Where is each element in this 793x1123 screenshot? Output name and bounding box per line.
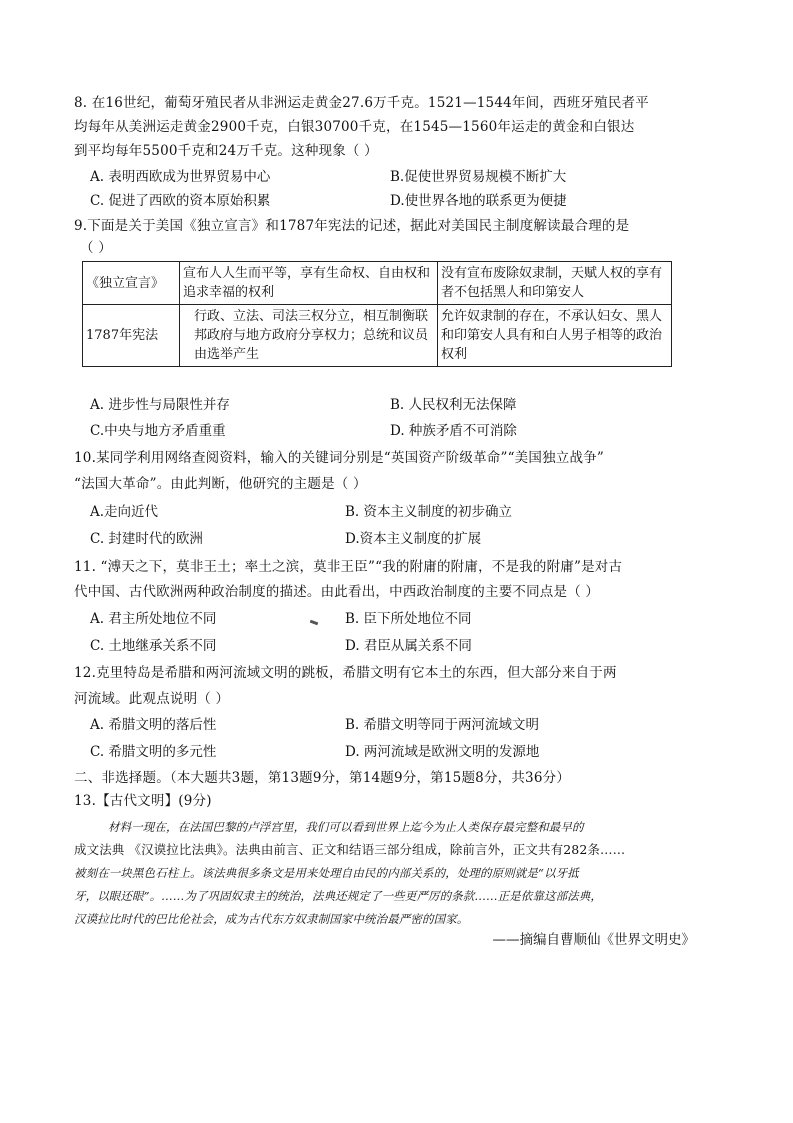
table-cell-content-1: 宣布人人生而平等，享有生命权、自由权和追求幸福的权利 bbox=[180, 262, 438, 305]
q9-stem-line1: 9.下面是关于美国《独立宣言》和1787年宪法的记述，据此对美国民主制度解读最合理的是 bbox=[74, 218, 630, 234]
q10-stem-line1: 10.某同学利用网络查阅资料，输入的关键词分别是“英国资产阶级革命”“美国独立战争” bbox=[74, 450, 604, 466]
q9-option-b[interactable]: B. 人民权利无法保障 bbox=[390, 397, 517, 413]
q13-title: 13.【古代文明】(9分) bbox=[74, 793, 212, 809]
q11-option-d[interactable]: D. 君臣从属关系不同 bbox=[345, 638, 472, 654]
q8-option-a[interactable]: A. 表明西欧成为世界贸易中心 bbox=[90, 169, 271, 185]
q8-stem-line3: 到平均每年5500千克和24万千克。这种现象（ ） bbox=[74, 143, 378, 159]
table-cell-document-1: 《独立宣言》 bbox=[83, 262, 180, 305]
q11-stem-line2: 代中国、古代欧洲两种政治制度的描述。由此看出，中西政治制度的主要不同点是（ ） bbox=[74, 584, 600, 600]
table-row bbox=[83, 262, 672, 305]
q12-option-c[interactable]: C. 希腊文明的多元性 bbox=[90, 744, 217, 760]
q8-option-d[interactable]: D.使世界各地的联系更为便捷 bbox=[390, 193, 567, 209]
q8-option-c[interactable]: C. 促进了西欧的资本原始积累 bbox=[90, 193, 271, 209]
q13-material-source: ——摘编自曹顺仙《世界文明史》 bbox=[492, 932, 695, 948]
q8-stem-line2: 均每年从美洲运走黄金2900千克，白银30700千克，在1545—1560年运走的黄金和白银达 bbox=[74, 119, 635, 135]
q12-stem-line2: 河流域。此观点说明（ ） bbox=[74, 691, 230, 707]
q10-stem-line2: “法国大革命”。由此判断，他研究的主题是（ ） bbox=[74, 476, 367, 492]
q10-option-b[interactable]: B. 资本主义制度的初步确立 bbox=[345, 504, 513, 520]
q12-stem-line1: 12.克里特岛是希腊和两河流域文明的跳板，希腊文明有它本土的东西，但大部分来自于两 bbox=[74, 665, 617, 681]
q8-stem-line1: 8. 在16世纪，葡萄牙殖民者从非洲运走黄金27.6万千克。1521—1544年间，西班牙殖民者平 bbox=[74, 95, 649, 111]
q12-option-d[interactable]: D. 两河流域是欧洲文明的发源地 bbox=[345, 744, 540, 760]
table-cell-limitation-2: 允许奴隶制的存在，不承认妇女、黑人和印第安人具有和白人男子相等的政治权利 bbox=[438, 305, 672, 367]
q10-option-d[interactable]: D.资本主义制度的扩展 bbox=[345, 531, 482, 547]
section-2-heading: 二、非选择题。（本大题共3题，第13题9分，第14题9分，第15题8分，共36分） bbox=[74, 770, 571, 786]
q11-option-c[interactable]: C. 土地继承关系不同 bbox=[90, 638, 217, 654]
q11-option-b[interactable]: B. 臣下所处地位不同 bbox=[345, 611, 472, 627]
q11-stem-line1: 11. “溥天之下，莫非王土；率土之滨，莫非王臣”“我的附庸的附庸，不是我的附庸”是对古 bbox=[74, 559, 623, 575]
q12-option-b[interactable]: B. 希腊文明等同于两河流域文明 bbox=[345, 717, 540, 733]
q9-comparison-table bbox=[82, 261, 672, 367]
q13-material-line5: 汉谟拉比时代的巴比伦社会，成为古代东方奴隶制国家中统治最严密的国家。 bbox=[74, 912, 469, 926]
table-cell-content-2: 行政、立法、司法三权分立，相互制衡联邦政府与地方政府分享权力；总统和议员由选举产生 bbox=[180, 305, 438, 367]
stray-pen-mark bbox=[310, 620, 319, 626]
table-cell-limitation-1: 没有宣布废除奴隶制，天赋人权的享有者不包括黑人和印第安人 bbox=[438, 262, 672, 305]
q11-option-a[interactable]: A. 君主所处地位不同 bbox=[90, 611, 217, 627]
q10-option-a[interactable]: A.走向近代 bbox=[90, 504, 159, 520]
q9-option-c[interactable]: C.中央与地方矛盾重重 bbox=[90, 423, 226, 439]
q13-material-line1: 材料一现在，在法国巴黎的卢浮宫里，我们可以看到世界上迄今为止人类保存最完整和最早的 bbox=[108, 820, 584, 834]
q10-option-c[interactable]: C. 封建时代的欧洲 bbox=[90, 531, 203, 547]
q12-option-a[interactable]: A. 希腊文明的落后性 bbox=[90, 717, 217, 733]
q13-material-line4: 牙，以眼还眼”。……为了巩固奴隶主的统治，法典还规定了一些更严厉的条款……正是依靠这部法典， bbox=[74, 889, 602, 903]
q8-option-b[interactable]: B.促使世界贸易规模不断扩大 bbox=[390, 169, 567, 185]
q9-stem-line2: （ ） bbox=[80, 240, 112, 256]
q13-material-line3: 被刻在一块黑色石柱上。该法典很多条文是用来处理自由民的内部关系的，处理的原则就是“以牙抵 bbox=[74, 866, 579, 880]
q13-material-line2: 成文法典 《汉谟拉比法典》。法典由前言、正文和结语三部分组成，除前言外，正文共有282条…… bbox=[74, 842, 626, 857]
q9-option-a[interactable]: A. 进步性与局限性并存 bbox=[90, 397, 230, 413]
table-row bbox=[83, 305, 672, 367]
q9-option-d[interactable]: D. 种族矛盾不可消除 bbox=[390, 423, 517, 439]
table-cell-document-2: 1787年宪法 bbox=[83, 305, 180, 367]
